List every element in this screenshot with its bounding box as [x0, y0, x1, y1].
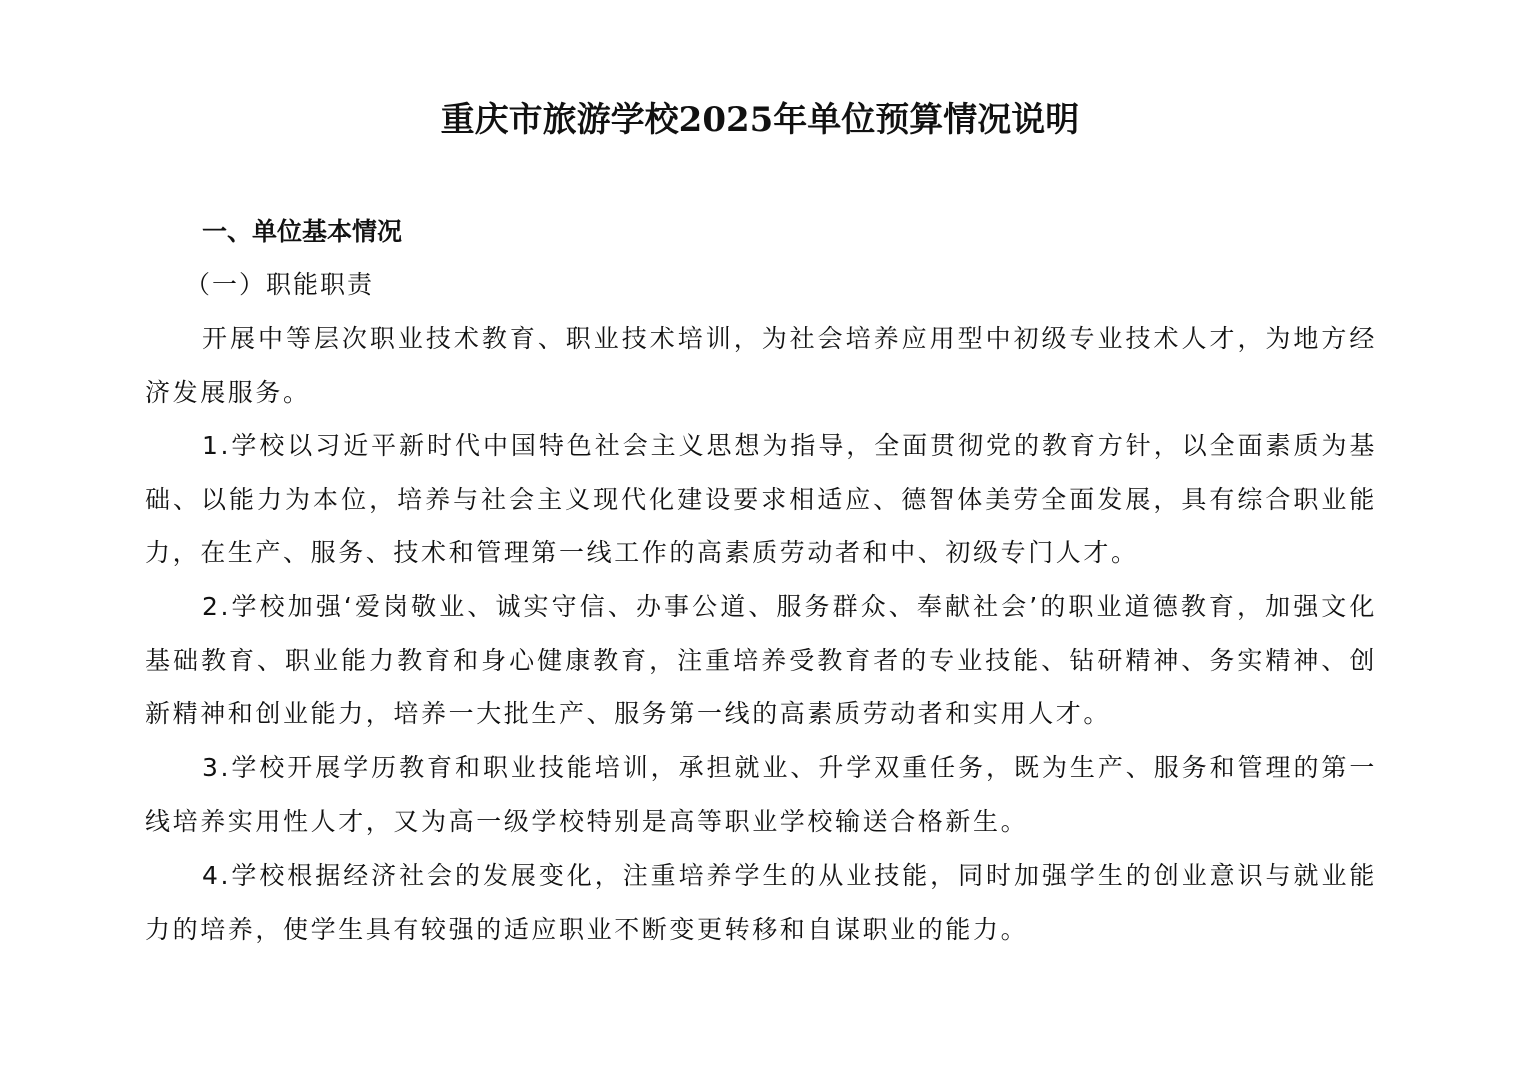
paragraph-item-4: 4.学校根据经济社会的发展变化，注重培养学生的从业技能，同时加强学生的创业意识与就业能力的培养，使学生具有较强的适应职业不断变更转移和自谋职业的能力。 [145, 861, 1377, 944]
paragraph-intro: 开展中等层次职业技术教育、职业技术培训，为社会培养应用型中初级专业技术人才，为地方经济发展服务。 [145, 324, 1377, 407]
paragraph-item-1: 1.学校以习近平新时代中国特色社会主义思想为指导，全面贯彻党的教育方针，以全面素质为基础、以能力为本位，培养与社会主义现代化建设要求相适应、德智体美劳全面发展，具有综合职业能力，在生产、服务、技术和管理第一线工作的高素质劳动者和中、初级专门人才。 [145, 431, 1377, 567]
paragraph-item-2: 2.学校加强‘爱岗敬业、诚实守信、办事公道、服务群众、奉献社会’的职业道德教育，加强文化基础教育、职业能力教育和身心健康教育，注重培养受教育者的专业技能、钻研精神、务实精神、创新精神和创业能力，培养一大批生产、服务第一线的高素质劳动者和实用人才。 [145, 592, 1377, 728]
paragraph-item-3: 3.学校开展学历教育和职业技能培训，承担就业、升学双重任务，既为生产、服务和管理的第一线培养实用性人才，又为高一级学校特别是高等职业学校输送合格新生。 [145, 753, 1377, 836]
document-title: 重庆市旅游学校2025年单位预算情况说明 [440, 100, 1080, 140]
subsection-heading: （一）职能职责 [185, 270, 375, 299]
section-heading: 一、单位基本情况 [202, 217, 403, 246]
